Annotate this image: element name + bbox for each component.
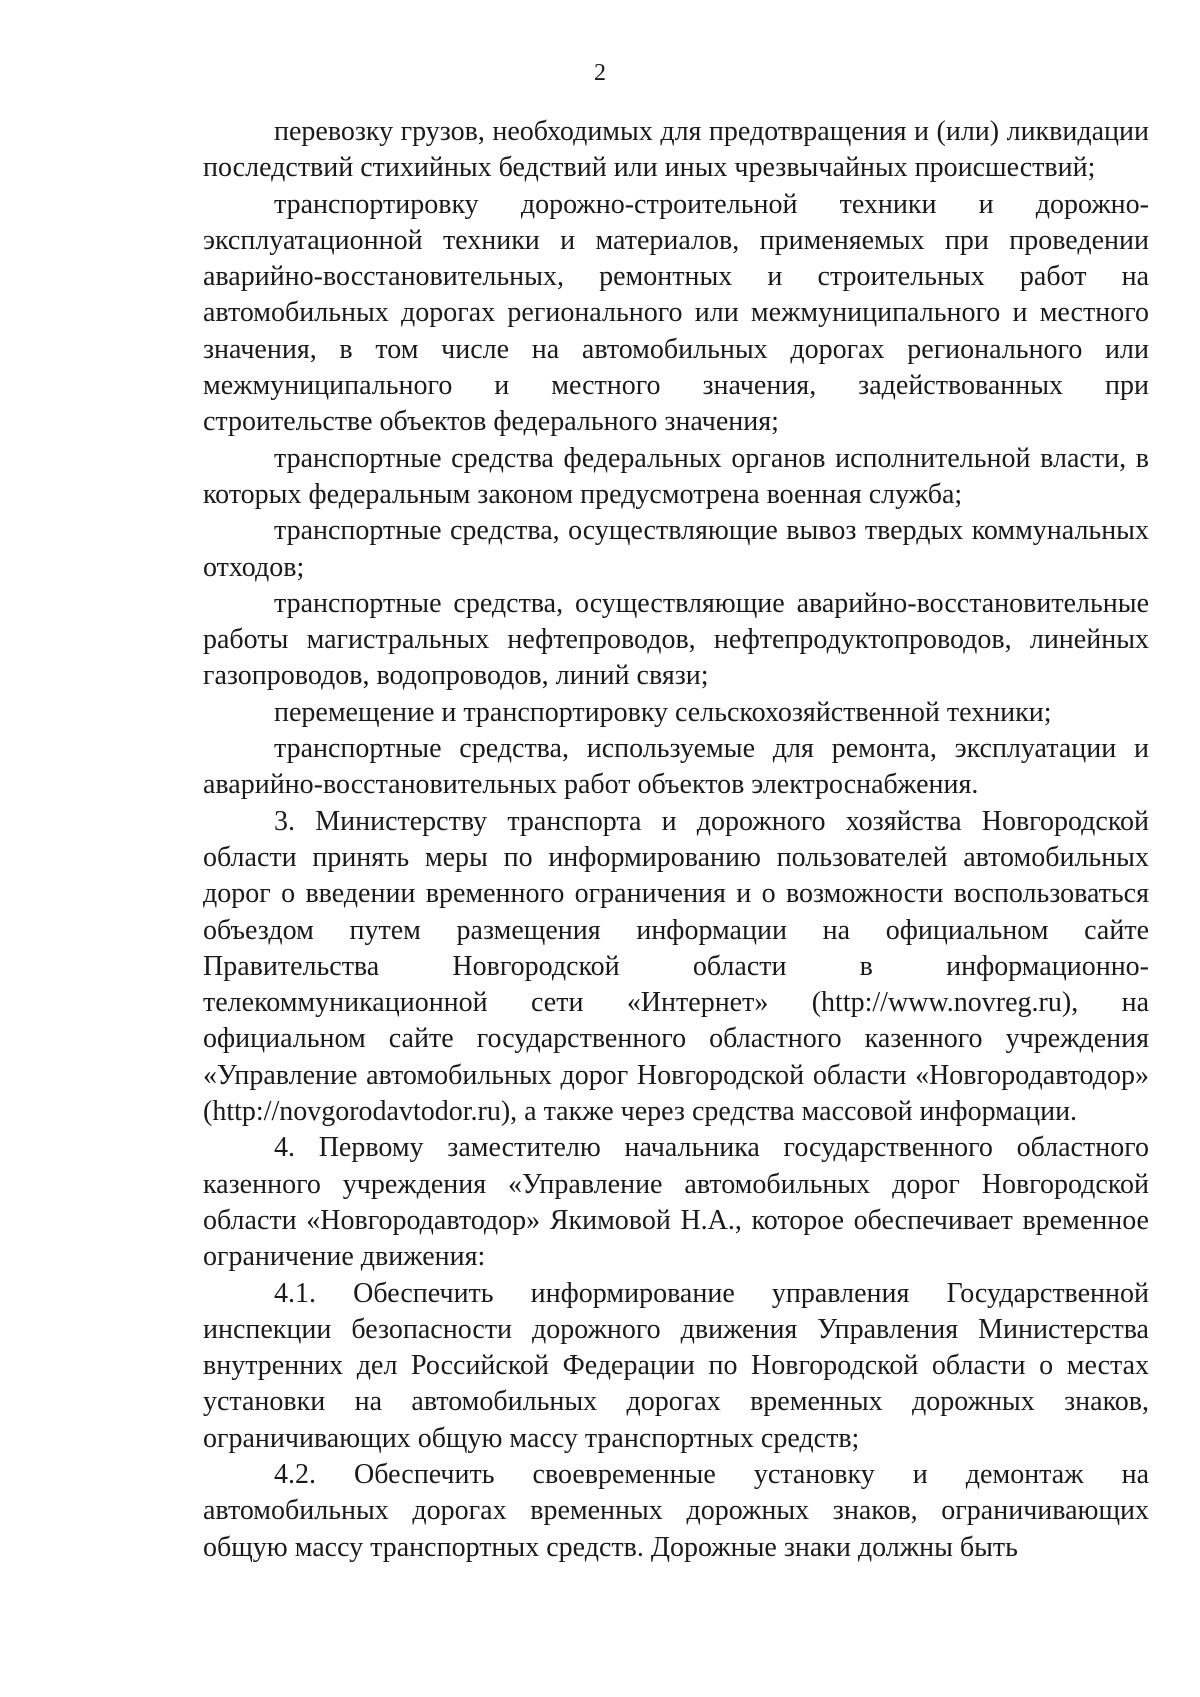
paragraph-cargo-transport: перевозку грузов, необходимых для предотвращения и (или) ликвидации последствий стихийных бедствий или иных чрезвычайных происшествий;: [203, 116, 1149, 184]
paragraph-federal-vehicles: транспортные средства федеральных органов исполнительной власти, в которых федеральным законом предусмотрена военная служба;: [203, 442, 1149, 510]
paragraph-item-3: 3. Министерству транспорта и дорожного хозяйства Новгородской области принять меры по информированию пользователей автомобильных дорог о введении временного ограничения и о возможности воспользоваться объездом путем размещения информации на официальном сайте Правительства Новгородской области в информационно-телекоммуникационной сети «Интернет» (http://www.novreg.ru), на официальном сайте государственного областного казенного учреждения «Управление автомобильных дорог Новгородской области «Новгородавтодор» (http://novgorodavtodor.ru), а также через средства массовой информации.: [203, 805, 1149, 1128]
paragraph-road-equipment: транспортировку дорожно-строительной техники и дорожно-эксплуатационной техники и материалов, применяемых при проведении аварийно-восстановительных, ремонтных и строительных работ на автомобильных дорогах регионального или межмуниципального и местного значения, в том числе на автомобильных дорогах регионального или межмуниципального и местного значения, задействованных при строительстве объектов федерального значения;: [203, 188, 1149, 438]
paragraph-waste-removal: транспортные средства, осуществляющие вывоз твердых коммунальных отходов;: [203, 515, 1149, 583]
document-body: [203, 114, 1149, 1566]
paragraph-power-supply: транспортные средства, используемые для ремонта, эксплуатации и аварийно-восстановительных работ объектов электроснабжения.: [203, 733, 1149, 801]
paragraph-item-4: 4. Первому заместителю начальника государственного областного казенного учреждения «Управление автомобильных дорог Новгородской области «Новгородавтодор» Якимовой Н.А., которое обеспечивает временное ограничение движения:: [203, 1132, 1149, 1273]
paragraph-item-4-2: 4.2. Обеспечить своевременные установку и демонтаж на автомобильных дорогах временных дорожных знаков, ограничивающих общую массу транспортных средств. Дорожные знаки должны быть: [203, 1458, 1149, 1563]
paragraph-item-4-1: 4.1. Обеспечить информирование управления Государственной инспекции безопасности дорожного движения Управления Министерства внутренних дел Российской Федерации по Новгородской области о местах установки на автомобильных дорогах временных дорожных знаков, ограничивающих общую массу транспортных средств;: [203, 1277, 1149, 1454]
paragraph-agricultural-machinery: перемещение и транспортировку сельскохозяйственной техники;: [274, 696, 1052, 728]
paragraph-pipeline-repair: транспортные средства, осуществляющие аварийно-восстановительные работы магистральных нефтепроводов, нефтепродуктопроводов, линейных газопроводов, водопроводов, линий связи;: [203, 587, 1149, 692]
page-number: 2: [594, 60, 606, 86]
